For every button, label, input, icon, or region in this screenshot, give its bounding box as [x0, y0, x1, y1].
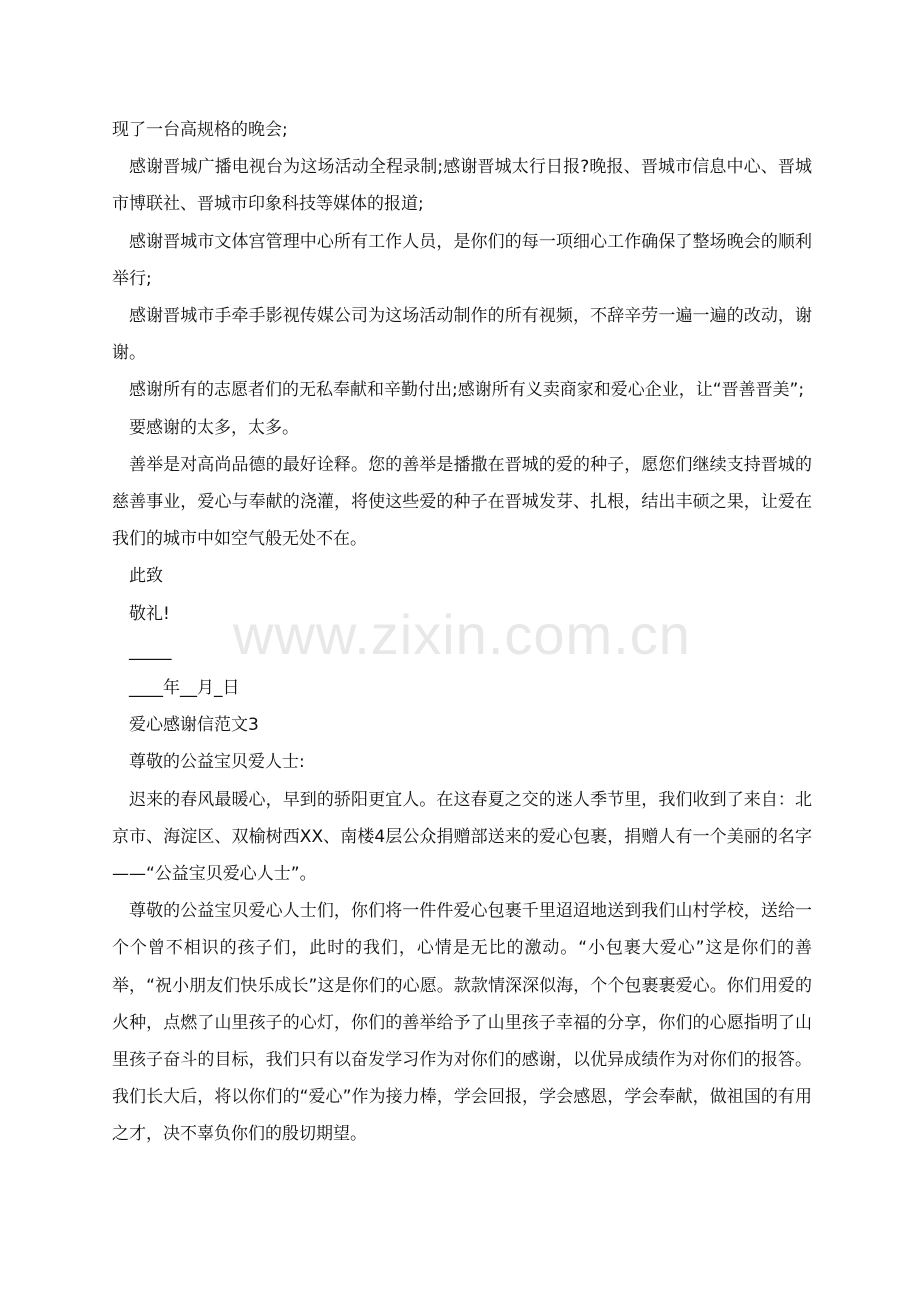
paragraph-6: 要感谢的太多，太多。: [129, 417, 299, 438]
closing-regards: 敬礼!: [129, 603, 170, 624]
paragraph-1: 现了一台高规格的晚会;: [112, 120, 288, 140]
date-line: ____年__月_日: [129, 678, 240, 699]
paragraph-14: 迟来的春风最暖心，早到的骄阳更宜人。在这春夏之交的迷人季节里，我们收到了来自：北京市、海淀区、双榆树西XX、南楼4层公众捐赠部送来的爱心包裹，捐赠人有一个美丽的名字——“公益宝贝爱心人士”。: [112, 789, 812, 885]
paragraph-3: 感谢晋城市文体宫管理中心所有工作人员，是你们的每一项细心工作确保了整场晚会的顺利举行;: [112, 231, 812, 289]
document-body: [112, 112, 812, 1154]
paragraph-7: 善举是对高尚品德的最好诠释。您的善举是播撒在晋城的爱的种子，愿您们继续支持晋城的慈善事业，爱心与奉献的浇灌，将使这些爱的种子在晋城发芽、扎根，结出丰硕之果，让爱在我们的城市中如空气般无处不在。: [112, 454, 812, 550]
paragraph-15: 尊敬的公益宝贝爱心人士们，你们将一件件爱心包裹千里迢迢地送到我们山村学校，送给一个个曾不相识的孩子们，此时的我们，心情是无比的激动。“小包裹大爱心”这是你们的善举，“祝小朋友们快乐成长”这是你们的心愿。款款情深深似海，个个包裹裹爱心。你们用爱的火种，点燃了山里孩子的心灯，你们的善举给予了山里孩子幸福的分享，你们的心愿指明了山里孩子奋斗的目标，我们只有以奋发学习作为对你们的感谢，以优异成绩作为对你们的报答。我们长大后，将以你们的“爱心”作为接力棒，学会回报，学会感恩，学会奉献，做祖国的有用之才，决不辜负你们的殷切期望。: [112, 901, 812, 1145]
section-title: 爱心感谢信范文3: [129, 715, 259, 736]
paragraph-5: 感谢所有的志愿者们的无私奉献和辛勤付出;感谢所有义卖商家和爱心企业，让“晋善晋美”;: [129, 380, 805, 401]
signature-line: _____: [129, 640, 172, 661]
paragraph-4: 感谢晋城市手牵手影视传媒公司为这场活动制作的所有视频，不辞辛劳一遍一遍的改动，谢谢。: [112, 306, 812, 364]
greeting: 尊敬的公益宝贝爱人士:: [129, 752, 305, 773]
closing-salutation: 此致: [129, 566, 163, 587]
watermark-text: www.zixin.com.cn: [233, 603, 691, 666]
paragraph-2: 感谢晋城广播电视台为这场活动全程录制;感谢晋城太行日报?晚报、晋城市信息中心、晋城市博联社、晋城市印象科技等媒体的报道;: [112, 157, 812, 215]
